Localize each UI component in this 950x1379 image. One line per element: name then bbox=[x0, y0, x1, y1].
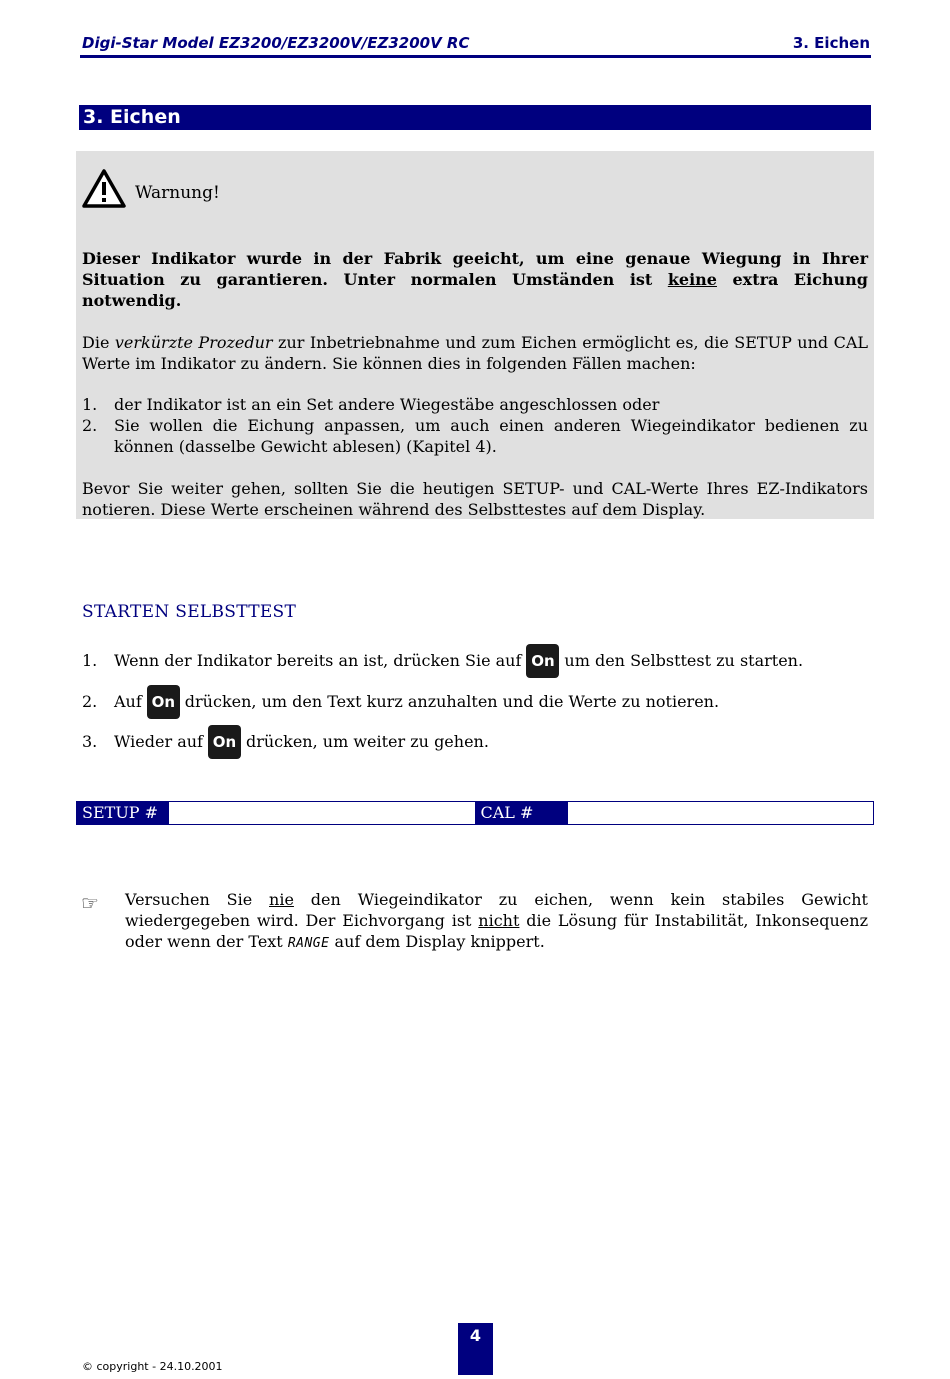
pointing-hand-icon: ☞ bbox=[81, 891, 99, 915]
section-title-selftest: STARTEN SELBSTTEST bbox=[82, 602, 297, 622]
header-model: Digi-Star Model EZ3200/EZ3200V/EZ3200V RC bbox=[82, 34, 470, 52]
warning-box bbox=[76, 151, 874, 519]
warning-paragraph-1: Dieser Indikator wurde in der Fabrik geeicht, um eine genaue Wiegung in Ihrer Situation zu garantieren. Unter normalen Umständen ist keine extra Eichung notwendig. bbox=[82, 249, 868, 310]
on-key-icon: On bbox=[147, 685, 180, 719]
setup-value-field[interactable] bbox=[169, 802, 476, 824]
copyright: © copyright - 24.10.2001 bbox=[82, 1360, 223, 1373]
note-paragraph: Versuchen Sie nie den Wiegeindikator zu eichen, wenn kein stabiles Gewicht wiedergegeben wird. Der Eichvorgang ist nicht die Lösung für Instabilität, Inkonsequenz oder wenn der Text RANGE auf dem Display knippert. bbox=[125, 890, 868, 951]
step-item: 2. Auf On drücken, um den Text kurz anzuhalten und die Werte zu notieren. bbox=[82, 685, 719, 719]
cal-value-field[interactable] bbox=[568, 802, 874, 824]
warning-title: Warnung! bbox=[135, 183, 220, 203]
warning-triangle-icon bbox=[82, 169, 126, 213]
page-number: 4 bbox=[458, 1323, 493, 1375]
display-text-range: RANGE bbox=[287, 936, 330, 951]
setup-label: SETUP # bbox=[77, 802, 169, 824]
setup-cal-record-table bbox=[76, 801, 874, 825]
list-item: 1. der Indikator ist an ein Set andere Wiegestäbe angeschlossen oder bbox=[82, 395, 660, 414]
warning-paragraph-2: Die verkürzte Prozedur zur Inbetriebnahme und zum Eichen ermöglicht es, die SETUP und CAL Werte im Indikator zu ändern. Sie können dies in folgenden Fällen machen: bbox=[82, 333, 868, 373]
on-key-icon: On bbox=[208, 725, 241, 759]
header-chapter: 3. Eichen bbox=[792, 34, 870, 52]
list-item: 2. Sie wollen die Eichung anpassen, um auch einen anderen Wiegeindikator bedienen zu können (dasselbe Gewicht ablesen) (Kapitel 4). bbox=[82, 416, 868, 456]
cal-label: CAL # bbox=[476, 802, 568, 824]
step-item: 3. Wieder auf On drücken, um weiter zu gehen. bbox=[82, 725, 489, 759]
chapter-title: 3. Eichen bbox=[79, 105, 871, 130]
warning-paragraph-3: Bevor Sie weiter gehen, sollten Sie die heutigen SETUP- und CAL-Werte Ihres EZ-Indikators notieren. Diese Werte erscheinen während des Selbsttestes auf dem Display. bbox=[82, 479, 868, 519]
on-key-icon: On bbox=[526, 644, 559, 678]
header-rule bbox=[80, 55, 871, 58]
step-item: 1. Wenn der Indikator bereits an ist, drücken Sie auf On um den Selbsttest zu starten. bbox=[82, 644, 803, 678]
